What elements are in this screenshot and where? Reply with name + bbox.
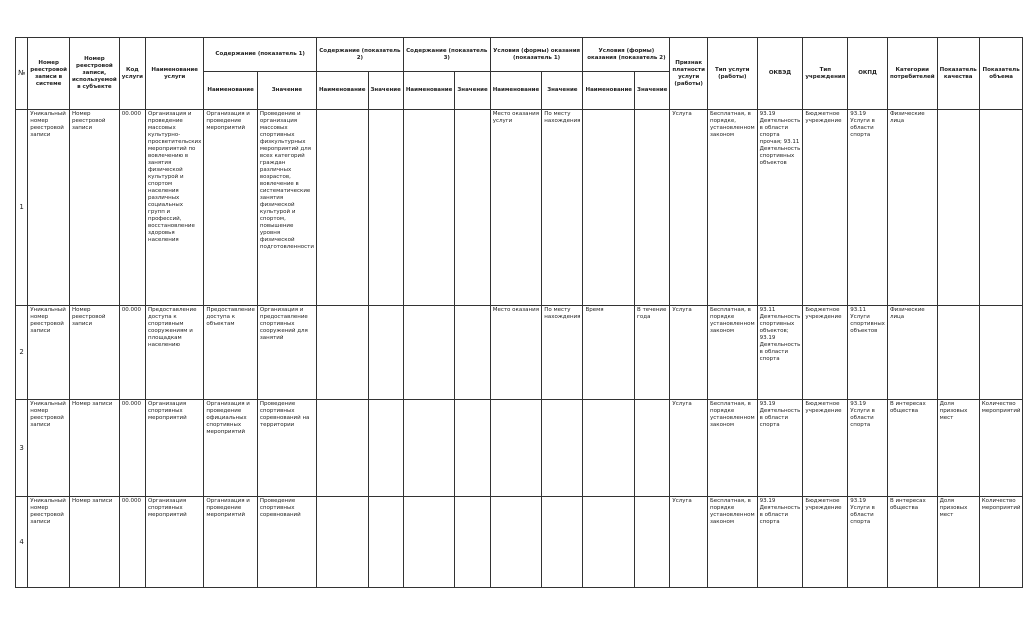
cell-type: Бесплатная, в порядке установленном законом — [707, 306, 757, 400]
cell-quality — [937, 306, 979, 400]
header-content-3: Содержание (показатель 3) — [403, 38, 490, 72]
cell-code: 00.000 — [119, 400, 145, 497]
cell-reg-record-subject: Номер реестровой записи — [69, 110, 119, 306]
table-row — [16, 110, 1023, 306]
header-service-name: Наименование услуги — [145, 38, 203, 110]
cell-k1-value — [542, 400, 583, 497]
cell-k2-name — [583, 400, 635, 497]
cell-okved: 93.19 Деятельность в области спорта — [757, 497, 803, 588]
subheader-k1-value: Значение — [542, 72, 583, 110]
cell-activity: Бюджетное учреждение — [803, 110, 848, 306]
cell-activity: Бюджетное учреждение — [803, 306, 848, 400]
cell-c1-name: Организация и проведение мероприятий — [204, 497, 257, 588]
cell-k1-name: Место оказания — [490, 306, 542, 400]
cell-type: Бесплатная, в порядке, установленном законом — [707, 110, 757, 306]
cell-okpd: 93.19 Услуги в области спорта — [848, 110, 888, 306]
cell-service-name: Организация и проведение массовых культурно-просветительских мероприятий по вовлечению в занятия физической культурой и спортом населения различных социальных групп и профессий, восстановление здоровья населения — [145, 110, 203, 306]
cell-c2-name — [316, 306, 368, 400]
cell-c1-value: Проведение спортивных соревнований на территории — [257, 400, 316, 497]
subheader-k2-value: Значение — [635, 72, 670, 110]
cell-k2-value — [635, 110, 670, 306]
subheader-c3-value: Значение — [455, 72, 490, 110]
table-row — [16, 306, 1023, 400]
cell-c1-name: Организация и проведение мероприятий — [204, 110, 257, 306]
cell-c2-value — [368, 110, 403, 306]
header-conditions-2: Условия (формы) оказания (показатель 2) — [583, 38, 670, 72]
cell-paid: Услуга — [670, 110, 708, 306]
header-reg-record: Номер реестровой записи в системе — [28, 38, 70, 110]
subheader-k1-name: Наименование — [490, 72, 542, 110]
header-quality: Показатель качества — [937, 38, 979, 110]
cell-reg-record: Уникальный номер реестровой записи — [28, 497, 70, 588]
subheader-c2-name: Наименование — [316, 72, 368, 110]
cell-k2-name — [583, 497, 635, 588]
cell-c3-name — [403, 110, 455, 306]
header-okved: ОКВЭД — [757, 38, 803, 110]
cell-c1-value: Проведение спортивных соревнований — [257, 497, 316, 588]
cell-reg-record: Уникальный номер реестровой записи — [28, 306, 70, 400]
cell-reg-record-subject: Номер реестровой записи — [69, 306, 119, 400]
cell-paid: Услуга — [670, 497, 708, 588]
cell-recipients: В интересах общества — [887, 497, 937, 588]
cell-volume — [979, 110, 1023, 306]
cell-okpd: 93.11 Услуги спортивных объектов — [848, 306, 888, 400]
header-code: Код услуги — [119, 38, 145, 110]
table-row — [16, 497, 1023, 588]
subheader-c1-name: Наименование — [204, 72, 257, 110]
subheader-k2-name: Наименование — [583, 72, 635, 110]
header-type: Тип услуги (работы) — [707, 38, 757, 110]
cell-type: Бесплатная, в порядке установленном законом — [707, 400, 757, 497]
cell-c1-value: Организация и предоставление спортивных сооружений для занятий — [257, 306, 316, 400]
cell-k2-name — [583, 110, 635, 306]
cell-activity: Бюджетное учреждение — [803, 400, 848, 497]
cell-recipients: Физические лица — [887, 110, 937, 306]
cell-code: 00.000 — [119, 497, 145, 588]
cell-c3-name — [403, 497, 455, 588]
cell-k2-value — [635, 400, 670, 497]
row-num: 1 — [16, 110, 28, 306]
row-num: 4 — [16, 497, 28, 588]
cell-service-name: Предоставление доступа к спортивным сооружениям и площадкам населению — [145, 306, 203, 400]
cell-c3-value — [455, 497, 490, 588]
cell-okpd: 93.19 Услуги в области спорта — [848, 497, 888, 588]
services-registry-table — [15, 37, 1023, 588]
header-content-1: Содержание (показатель 1) — [204, 38, 317, 72]
cell-c3-name — [403, 400, 455, 497]
cell-paid: Услуга — [670, 400, 708, 497]
cell-k1-value: По месту нахождения — [542, 306, 583, 400]
cell-okved: 93.11 Деятельность спортивных объектов; 93.19 Деятельность в области спорта — [757, 306, 803, 400]
header-okpd: ОКПД — [848, 38, 888, 110]
cell-k1-name — [490, 497, 542, 588]
header-recipients: Категории потребителей — [887, 38, 937, 110]
cell-volume — [979, 306, 1023, 400]
header-num: № — [16, 38, 28, 110]
cell-k2-value — [635, 497, 670, 588]
cell-type: Бесплатная, в порядке установленном законом — [707, 497, 757, 588]
cell-k1-value: По месту нахождения — [542, 110, 583, 306]
header-conditions-1: Условия (формы) оказания (показатель 1) — [490, 38, 583, 72]
cell-c3-value — [455, 306, 490, 400]
subheader-c1-value: Значение — [257, 72, 316, 110]
cell-c2-name — [316, 497, 368, 588]
row-num: 3 — [16, 400, 28, 497]
row-num: 2 — [16, 306, 28, 400]
cell-k2-value: В течение года — [635, 306, 670, 400]
cell-c2-value — [368, 497, 403, 588]
cell-activity: Бюджетное учреждение — [803, 497, 848, 588]
cell-reg-record-subject: Номер записи — [69, 400, 119, 497]
cell-k2-name: Время — [583, 306, 635, 400]
cell-c1-name: Предоставление доступа к объектам — [204, 306, 257, 400]
cell-okved: 93.19 Деятельность в области спорта — [757, 400, 803, 497]
cell-c3-value — [455, 110, 490, 306]
cell-reg-record: Уникальный номер реестровой записи — [28, 110, 70, 306]
header-row-1 — [16, 38, 1023, 72]
cell-k1-name: Место оказания услуги — [490, 110, 542, 306]
subheader-c2-value: Значение — [368, 72, 403, 110]
cell-code: 00.000 — [119, 306, 145, 400]
cell-c2-value — [368, 306, 403, 400]
cell-recipients: Физические лица — [887, 306, 937, 400]
cell-code: 00.000 — [119, 110, 145, 306]
cell-volume: Количество мероприятий — [979, 497, 1023, 588]
cell-c3-value — [455, 400, 490, 497]
cell-quality — [937, 110, 979, 306]
cell-service-name: Организация спортивных мероприятий — [145, 400, 203, 497]
cell-paid: Услуга — [670, 306, 708, 400]
cell-okpd: 93.19 Услуги в области спорта — [848, 400, 888, 497]
cell-c2-name — [316, 110, 368, 306]
cell-c1-value: Проведение и организация массовых спортивных физкультурных мероприятий для всех категорий граждан различных возрастов, вовлечение в систематические занятия физической культурой и спортом, повышение уровня физической подготовленности — [257, 110, 316, 306]
cell-volume: Количество мероприятий — [979, 400, 1023, 497]
cell-c2-name — [316, 400, 368, 497]
cell-recipients: В интересах общества — [887, 400, 937, 497]
subheader-c3-name: Наименование — [403, 72, 455, 110]
cell-okved: 93.19 Деятельность в области спорта прочая; 93.11 Деятельность спортивных объектов — [757, 110, 803, 306]
cell-c2-value — [368, 400, 403, 497]
header-activity: Тип учреждения — [803, 38, 848, 110]
header-volume: Показатель объема — [979, 38, 1023, 110]
cell-reg-record: Уникальный номер реестровой записи — [28, 400, 70, 497]
table-row — [16, 400, 1023, 497]
cell-k1-name — [490, 400, 542, 497]
cell-c3-name — [403, 306, 455, 400]
cell-quality: Доля призовых мест — [937, 497, 979, 588]
cell-service-name: Организация спортивных мероприятий — [145, 497, 203, 588]
header-content-2: Содержание (показатель 2) — [316, 38, 403, 72]
cell-c1-name: Организация и проведение официальных спортивных мероприятий — [204, 400, 257, 497]
cell-k1-value — [542, 497, 583, 588]
header-reg-record-subject: Номер реестровой записи, используемой в субъекте — [69, 38, 119, 110]
header-paid: Признак платности услуги (работы) — [670, 38, 708, 110]
cell-quality: Доля призовых мест — [937, 400, 979, 497]
cell-reg-record-subject: Номер записи — [69, 497, 119, 588]
